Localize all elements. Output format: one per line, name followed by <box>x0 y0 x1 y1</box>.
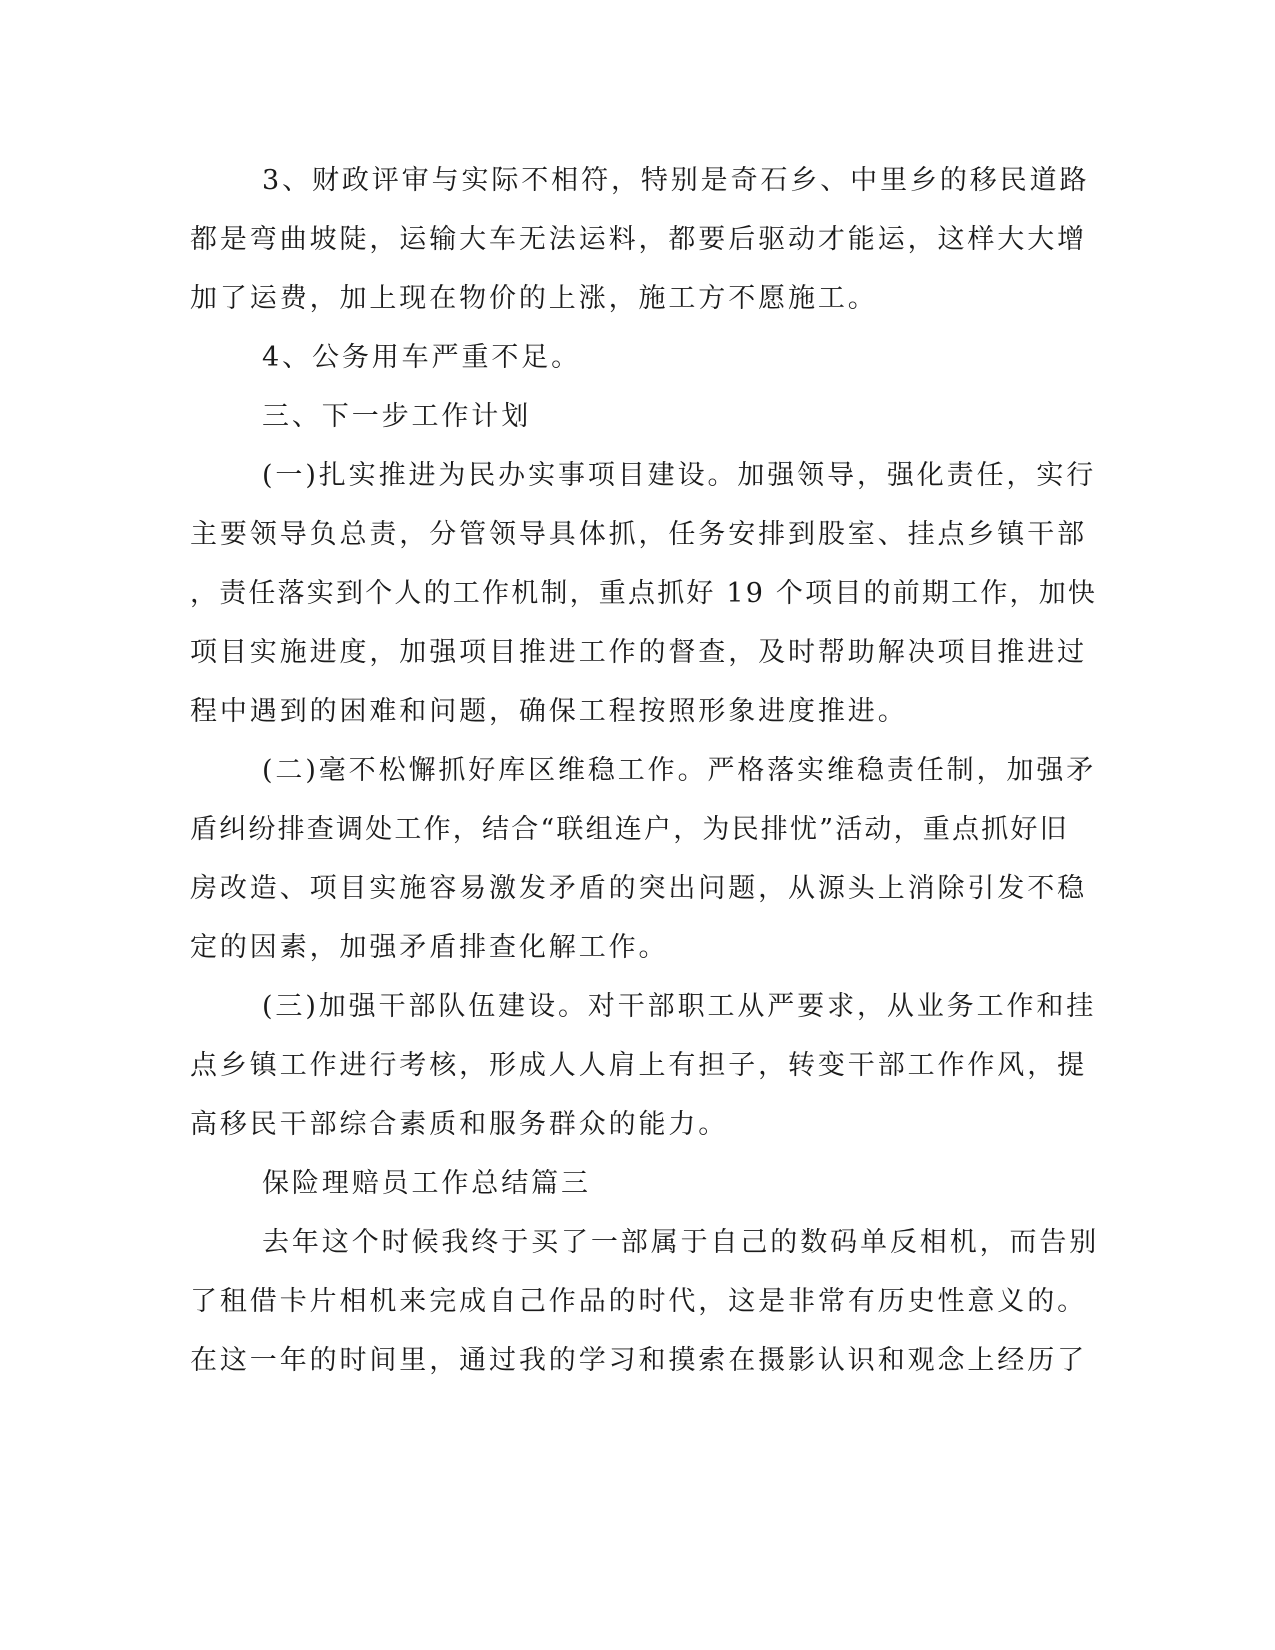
text-line: 点乡镇工作进行考核，形成人人肩上有担子，转变干部工作作风，提 <box>190 1050 1087 1081</box>
text-line: (一)扎实推进为民办实事项目建设。加强领导，强化责任，实行 <box>262 460 1097 491</box>
text-line: 加了运费，加上现在物价的上涨，施工方不愿施工。 <box>190 283 878 314</box>
text-line: 主要领导负总责，分管领导具体抓，任务安排到股室、挂点乡镇干部 <box>190 519 1087 550</box>
text-line: ，责任落实到个人的工作机制，重点抓好 19 个项目的前期工作，加快 <box>190 578 1098 609</box>
text-line: (二)毫不松懈抓好库区维稳工作。严格落实维稳责任制，加强矛 <box>262 755 1097 786</box>
text-line: 盾纠纷排查调处工作，结合“联组连户，为民排忧”活动，重点抓好旧 <box>190 814 1069 845</box>
text-line: (三)加强干部队伍建设。对干部职工从严要求，从业务工作和挂 <box>262 991 1097 1022</box>
text-line: 了租借卡片相机来完成自己作品的时代，这是非常有历史性意义的。 <box>190 1286 1087 1317</box>
text-line: 程中遇到的困难和问题，确保工程按照形象进度推进。 <box>190 696 908 727</box>
text-line: 房改造、项目实施容易激发矛盾的突出问题，从源头上消除引发不稳 <box>190 873 1087 904</box>
text-line: 项目实施进度，加强项目推进工作的督查，及时帮助解决项目推进过 <box>190 637 1087 668</box>
text-line: 3、财政评审与实际不相符，特别是奇石乡、中里乡的移民道路 <box>262 165 1090 196</box>
text-line: 4、公务用车严重不足。 <box>262 342 582 373</box>
text-line: 都是弯曲坡陡，运输大车无法运料，都要后驱动才能运，这样大大增 <box>190 224 1087 255</box>
text-line: 定的因素，加强矛盾排查化解工作。 <box>190 932 669 963</box>
section-title: 保险理赔员工作总结篇三 <box>262 1168 591 1199</box>
text-line: 在这一年的时间里，通过我的学习和摸索在摄影认识和观念上经历了 <box>190 1345 1087 1376</box>
section-heading: 三、下一步工作计划 <box>262 401 532 432</box>
text-line: 去年这个时候我终于买了一部属于自己的数码单反相机，而告别 <box>262 1227 1100 1258</box>
text-line: 高移民干部综合素质和服务群众的能力。 <box>190 1109 729 1140</box>
